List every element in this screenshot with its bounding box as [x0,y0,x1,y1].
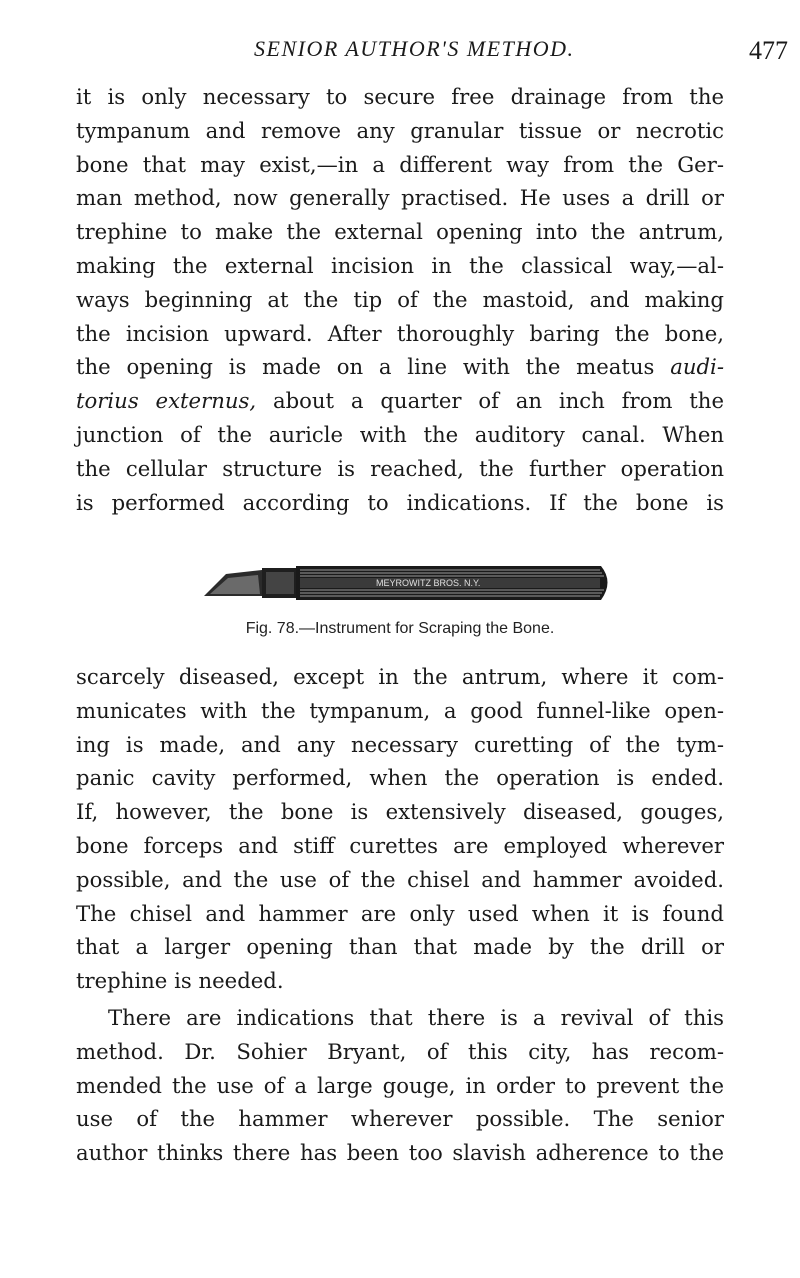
text-line: that a larger opening than that made by the drill or [76,934,724,960]
running-head: SENIOR AUTHOR'S METHOD. [254,36,575,61]
engraving-text: MEYROWITZ BROS. N.Y. [376,578,481,588]
text-line: man method, now generally practised. He uses a drill or [76,185,724,211]
text-line: is performed according to indications. If the bone is [76,489,724,515]
paragraph-1 [76,80,724,519]
figure-caption: Fig. 78.—Instrument for Scraping the Bone. [245,620,555,637]
figure-78 [76,550,724,630]
text-line: method. Dr. Sohier Bryant, of this city, has recom- [76,1038,724,1064]
paragraph-3 [76,1001,724,1170]
text-line: ways beginning at the tip of the mastoid, and making [76,286,724,312]
text-line: municates with the tympanum, a good funnel-like open- [76,697,724,723]
text-line: bone forceps and stiff curettes are employed wherever [76,832,724,858]
page-header [76,36,790,72]
italic-term: torius externus, [76,388,257,414]
text-line: possible, and the use of the chisel and hammer avoided. [76,866,724,892]
text-line: trephine to make the external opening into the antrum, [76,219,724,245]
text-line: The chisel and hammer are only used when it is found [76,900,724,926]
text-line: ing is made, and any necessary curetting of the tym- [76,731,724,757]
text-line: the incision upward. After thoroughly baring the bone, [76,320,724,346]
text-line: panic cavity performed, when the operation is ended. [76,765,724,791]
paragraph-2 [76,660,724,998]
text-line [76,350,724,384]
text-line: If, however, the bone is extensively diseased, gouges, [76,799,724,825]
scraping-instrument-illustration [196,554,616,610]
text-line [76,384,724,418]
italic-term: audi- [670,354,724,380]
text-line: it is only necessary to secure free drainage from the [76,84,724,109]
page-number: 477 [749,36,788,65]
text-line: trephine is needed. [76,968,284,994]
text-segment: about a quarter of an inch from the [272,388,724,414]
text-line: the cellular structure is reached, the further operation [76,455,724,481]
text-line: junction of the auricle with the auditory canal. When [76,421,724,447]
text-line: tympanum and remove any granular tissue or necrotic [76,117,724,143]
text-line: mended the use of a large gouge, in order to prevent the [76,1072,724,1098]
text-line: scarcely diseased, except in the antrum, where it com- [76,664,724,689]
text-line: author thinks there has been too slavish adherence to the [76,1140,724,1166]
text-line: making the external incision in the classical way,—al- [76,252,724,278]
text-line: use of the hammer wherever possible. The senior [76,1106,724,1132]
text-segment: the opening is made on a line with the meatus [76,354,655,380]
text-line: bone that may exist,—in a different way from the Ger- [76,151,724,177]
text-line: There are indications that there is a revival of this [108,1005,724,1030]
